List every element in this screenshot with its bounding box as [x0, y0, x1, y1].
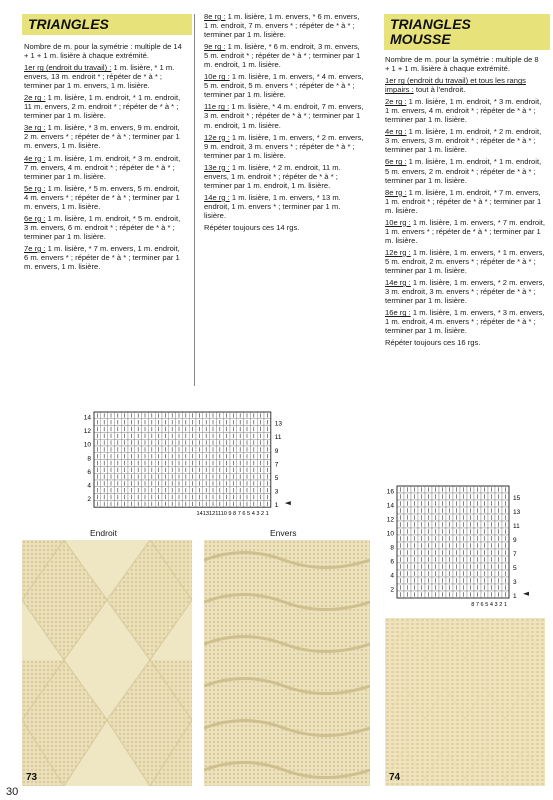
row-text: 1 m. lisière, 1 m. envers, * 1 m. envers, 5 m. endroit, 2 m. envers * ; répéter de * à * ; terminer par 1 m. lisière. — [385, 247, 545, 275]
row-label: 2e rg : — [385, 97, 407, 107]
row-text: 1 m. lisière, * 6 m. endroit, 3 m. envers, 5 m. endroit * ; répéter de * à * ; terminer par 1 m. endroit, 1 m. lisière. — [204, 42, 361, 70]
chart-column-numbers: 8 7 6 5 4 3 2 1 — [471, 602, 507, 608]
row-label: 3e rg : — [24, 123, 46, 133]
row-label: 16e rg : — [385, 308, 411, 318]
chart-row-label: 9 — [513, 537, 517, 544]
chart-grid — [94, 412, 271, 507]
chart-row-label: 16 — [386, 488, 394, 496]
chart-row-label: 11 — [274, 434, 282, 442]
row-instruction — [24, 123, 184, 150]
row-instruction — [385, 218, 545, 245]
row-label: 6e rg : — [24, 213, 46, 223]
row-instruction — [385, 188, 545, 215]
row-text: 1 m. lisière, 1 m. endroit, * 7 m. envers, 1 m. endroit * ; répéter de * à * ; terminer par 1 m. lisière. — [385, 187, 542, 215]
row-text: 1 m. lisière, * 1 m. envers, 13 m. endroit * ; répéter de * à * ; terminer par 1 m. envers, 1 m. lisière. — [24, 63, 175, 91]
row-instruction — [24, 63, 184, 90]
row-text: 1 m. lisière, 1 m. endroit, * 3 m. endroit, 1 m. envers, 4 m. endroit * ; répéter de * à * ; terminer par 1 m. lisière. — [385, 97, 542, 125]
row-instruction — [204, 193, 364, 220]
chart-row-label: 10 — [83, 441, 91, 449]
row-instruction — [24, 244, 184, 271]
row-text: 1 m. lisière, 1 m. envers, * 13 m. endroit, 1 m. envers * ; terminer par 1 m. lisière. — [204, 192, 341, 220]
chart-row-label: 6 — [87, 468, 91, 476]
row-label: 7e rg : — [24, 243, 46, 253]
row-label: 5e rg : — [24, 183, 46, 193]
row-text: 1 m. lisière, * 3 m. envers, 9 m. endroit, 2 m. envers * ; répéter de * à * ; terminer par 1 m. envers, 1 m. lisière. — [24, 123, 180, 151]
row-text: 1 m. lisière, * 7 m. envers, 1 m. endroit, 6 m. envers * ; répéter de * à * ; terminer par 1 m. envers, 1 m. lisière. — [24, 243, 180, 272]
row-instruction — [385, 127, 545, 154]
row-instruction — [24, 154, 184, 181]
chart-row-label: 13 — [274, 420, 283, 428]
row-instruction — [204, 163, 364, 190]
chart-row-label: 3 — [513, 579, 517, 586]
row-label: 10e rg : — [385, 217, 411, 227]
row-text: 1 m. lisière, 1 m. envers, * 2 m. envers, 3 m. endroit, 3 m. envers * ; répéter de * à * ; terminer par 1 m. lisière. — [385, 278, 545, 306]
row-text: 1 m. lisière, * 2 m. endroit, 11 m. envers, 1 m. endroit * ; répéter de * à * ; terminer par 1 m. endroit, 1 m. lisière. — [204, 162, 341, 190]
stitch-multiple: Nombre de m. pour la symétrie : multiple de 8 + 1 + 1 m. lisière à chaque extrémité. — [385, 55, 539, 74]
row-label: 14e rg : — [204, 192, 230, 202]
title-triangles: TRIANGLES — [22, 14, 192, 35]
photo-number-73: 73 — [26, 772, 38, 783]
photo-triangles-mousse — [385, 618, 545, 786]
row-text: 1 m. lisière, * 4 m. endroit, 7 m. envers, 3 m. endroit * ; répéter de * à * ; terminer par 1 m. endroit, 1 m. lisière. — [204, 102, 364, 130]
row-instruction — [24, 93, 184, 120]
chart-row-label: 7 — [513, 551, 517, 558]
row-instruction — [24, 184, 184, 211]
knit-texture-mousse — [385, 618, 545, 786]
photo-envers — [204, 540, 370, 786]
chart-column-numbers: 1413121110 9 8 7 6 5 4 3 2 1 — [196, 511, 269, 518]
chart-row-label: 8 — [390, 544, 394, 552]
chart-row-label: 4 — [390, 572, 394, 580]
chart-row-label: 15 — [513, 495, 521, 502]
chart-row-label: 14 — [386, 502, 394, 510]
row-text: 1 m. lisière, 1 m. endroit, * 1 m. endroit, 5 m. envers, 2 m. endroit * ; répéter de * à * ; terminer par 1 m. lisière. — [385, 157, 542, 185]
row-text: 1 m. lisière, 1 m. endroit, * 2 m. endroit, 3 m. envers, 3 m. endroit * ; répéter de * à * ; terminer par 1 m. lisière. — [385, 127, 542, 155]
photo-endroit — [22, 540, 192, 786]
page-number: 30 — [6, 786, 19, 798]
row-text: tout à l'endroit. — [415, 85, 466, 95]
caption-endroit: Endroit — [90, 528, 117, 538]
photo-number-74: 74 — [389, 772, 401, 783]
column-divider — [194, 14, 195, 386]
row-label: 12e rg : — [204, 132, 230, 142]
caption-envers: Envers — [270, 528, 297, 538]
chart-row-label: 13 — [513, 509, 521, 516]
chart-row-label: 7 — [274, 461, 279, 469]
row-instruction — [385, 278, 545, 305]
row-label: 10e rg : — [204, 72, 230, 82]
stitch-chart-triangles-mousse — [383, 482, 553, 610]
knit-texture-endroit — [22, 540, 192, 786]
row-instruction — [385, 248, 545, 275]
row-label: 14e rg : — [385, 278, 411, 288]
row-label: 6e rg : — [385, 157, 407, 167]
row-label: 4e rg : — [24, 153, 46, 163]
chart-row-label: 2 — [390, 586, 394, 594]
knit-texture-envers — [204, 540, 370, 786]
row-instruction — [24, 214, 184, 241]
instructions-column-1 — [24, 42, 184, 272]
repeat-note: Répéter toujours ces 14 rgs. — [204, 222, 300, 232]
row-start-arrow-icon — [285, 501, 291, 505]
row-instruction — [385, 157, 545, 184]
row-label: 9e rg : — [204, 42, 226, 52]
row-label: 4e rg : — [385, 127, 407, 137]
chart-row-label: 8 — [87, 455, 91, 463]
title-triangles-mousse: TRIANGLES MOUSSE — [384, 14, 550, 50]
stitch-multiple: Nombre de m. pour la symétrie : multiple de 14 + 1 + 1 m. lisière à chaque extrémité. — [24, 42, 182, 61]
row-label: 2e rg : — [24, 93, 46, 103]
chart-row-label: 4 — [87, 482, 91, 490]
chart-row-label: 1 — [274, 502, 279, 510]
stitch-chart-triangles — [74, 410, 340, 522]
row-instruction — [204, 42, 364, 69]
chart-grid — [397, 486, 509, 598]
chart-row-label: 6 — [390, 558, 394, 566]
chart-row-label: 9 — [274, 447, 279, 455]
row-text: 1 m. lisière, 1 m. envers, * 7 m. endroit, 1 m. envers * ; répéter de * à * ; terminer par 1 m. lisière. — [385, 217, 545, 245]
row-text: 1 m. lisière, 1 m. envers, * 6 m. envers, 1 m. endroit, 7 m. envers * ; répéter de * à * ; terminer par 1 m. lisière. — [204, 12, 360, 40]
row-instruction — [204, 102, 364, 129]
row-text: 1 m. lisière, 1 m. endroit, * 1 m. endroit, 11 m. envers, 2 m. endroit * ; répéter de * à * ; terminer par 1 m. lisière. — [24, 93, 181, 121]
chart-row-label: 12 — [83, 428, 91, 436]
row-instruction — [204, 12, 364, 39]
row-label: 13e rg : — [204, 162, 230, 172]
row-label: 1er rg (endroit du travail) et tous les rangs impairs : — [385, 76, 526, 95]
row-text: 1 m. lisière, 1 m. envers, * 3 m. envers, 1 m. endroit, 4 m. envers * ; répéter de * à * ; terminer par 1 m. lisière. — [385, 308, 545, 336]
chart-row-label: 1 — [513, 593, 517, 600]
row-label: 8e rg : — [385, 187, 407, 197]
row-instruction — [204, 133, 364, 160]
row-start-arrow-icon — [523, 592, 529, 596]
row-label: 8e rg : — [204, 12, 226, 21]
chart-row-label: 5 — [274, 475, 279, 482]
row-instruction — [204, 72, 364, 99]
row-label: 12e rg : — [385, 247, 411, 257]
row-text: 1 m. lisière, 1 m. envers, * 2 m. envers, 9 m. endroit, 3 m. envers * ; répéter de * à * ; terminer par 1 m. lisière. — [204, 132, 364, 160]
row-text: 1 m. lisière, 1 m. endroit, * 5 m. endroit, 3 m. envers, 6 m. endroit * ; répéter de * à * ; terminer par 1 m. lisière. — [24, 213, 181, 241]
row-instruction — [385, 308, 545, 335]
chart-row-label: 2 — [87, 496, 91, 504]
chart-row-label: 3 — [274, 488, 279, 496]
row-label: 11e rg : — [204, 102, 230, 112]
instructions-column-3 — [385, 55, 545, 348]
chart-row-label: 11 — [513, 523, 520, 530]
chart-row-label: 14 — [83, 414, 91, 422]
row-instruction — [385, 97, 545, 124]
chart-row-label: 5 — [513, 565, 517, 572]
chart-row-label: 12 — [386, 516, 394, 524]
row-instruction — [385, 76, 545, 94]
instructions-column-2 — [204, 12, 364, 233]
repeat-note: Répéter toujours ces 16 rgs. — [385, 338, 481, 348]
row-text: 1 m. lisière, 1 m. envers, * 4 m. envers, 5 m. endroit, 5 m. envers * ; répéter de * à * ; terminer par 1 m. lisière. — [204, 72, 364, 100]
chart-row-label: 10 — [386, 530, 394, 538]
row-label: 1er rg (endroit du travail) : — [24, 63, 112, 73]
row-text: 1 m. lisière, * 5 m. envers, 5 m. endroit, 4 m. envers * ; répéter de * à * ; terminer par 1 m. envers, 1 m. lisière. — [24, 183, 180, 211]
row-text: 1 m. lisière, 1 m. endroit, * 3 m. endroit, 7 m. envers, 4 m. endroit * ; répéter de * à * ; terminer par 1 m. lisière. — [24, 153, 181, 181]
